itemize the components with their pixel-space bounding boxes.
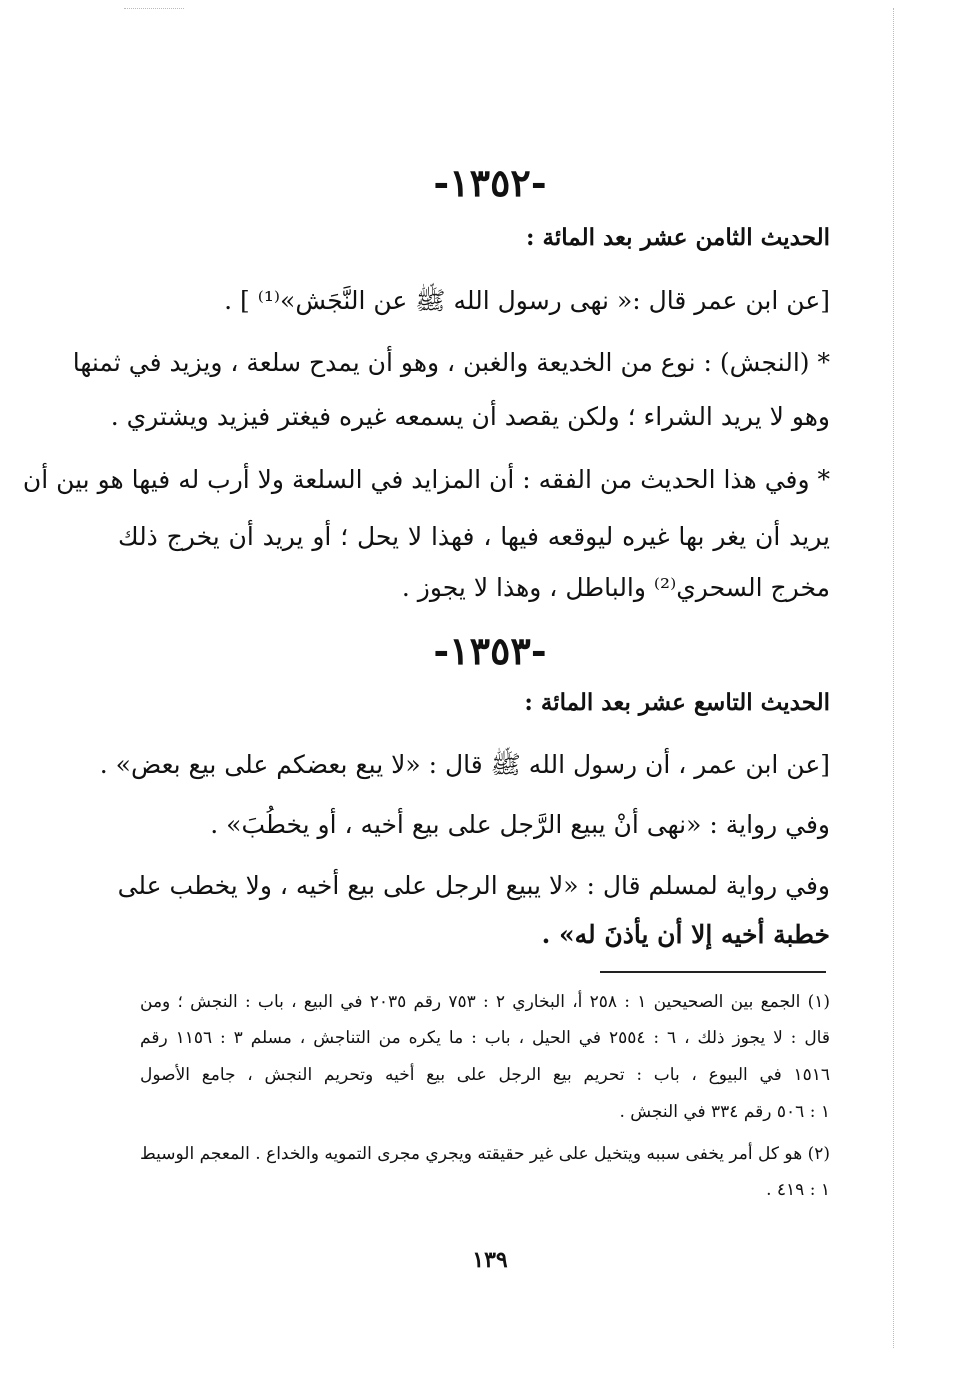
footnote-line: ١ : ٤١٩ . <box>766 1180 830 1200</box>
page-number: ١٣٩ <box>472 1247 508 1273</box>
footnote-separator <box>600 971 826 973</box>
hadith-text-line: وفي رواية لمسلم قال : «لا يبيع الرجل على بيع أخيه ، ولا يخطب على <box>117 871 830 900</box>
commentary-line: مخرج السحري⁽²⁾ والباطل ، وهذا لا يجوز . <box>401 573 830 602</box>
commentary-line: يريد أن يغر بها غيره ليوقعه فيها ، فهذا لا يحل ؛ أو يريد أن يخرج ذلك <box>118 522 830 551</box>
footnote-line: (١) الجمع بين الصحيحين ١ : ٢٥٨ أ، البخاري ٢ : ٧٥٣ رقم ٢٠٣٥ في البيع ، باب : النجش ؛ ومن <box>140 992 830 1012</box>
commentary-line: * وفي هذا الحديث من الفقه : أن المزايد في السلعة ولا أرب له فيها هو بين أن <box>22 465 830 494</box>
commentary-line: * (النجش) : نوع من الخديعة والغبن ، وهو أن يمدح سلعة ، ويزيد في ثمنها <box>72 348 830 377</box>
hadith-subtitle: الحديث التاسع عشر بعد المائة : <box>524 689 830 716</box>
hadith-number-heading: -١٣٥٢- <box>433 160 547 205</box>
footnote-line: ١ : ٥٠٦ رقم ٣٣٤ في النجش . <box>619 1102 830 1122</box>
footnote-line: ١٥١٦ في البيوع ، باب : تحريم بيع الرجل على بيع أخيه وتحريم النجش ، جامع الأصول <box>140 1065 830 1085</box>
margin-guide-top <box>124 8 184 9</box>
footnote-line: قال : لا يجوز ذلك ، ٦ : ٢٥٥٤ في الحيل ، باب : ما يكره من التناجش ، مسلم ٣ : ١١٥٦ رقم <box>140 1028 830 1048</box>
margin-guide <box>893 8 894 1348</box>
commentary-line: وهو لا يريد الشراء ؛ ولكن يقصد أن يسمعه غيره فيغتر فيزيد ويشتري . <box>110 402 830 431</box>
hadith-number-heading: -١٣٥٣- <box>433 628 547 673</box>
hadith-text-line: [عن ابن عمر قال :« نهى رسول الله ﷺ عن النَّجَش»⁽¹⁾ ] . <box>224 286 830 315</box>
hadith-text-line: خطبة أخيه إلا أن يأذنَ له» . <box>541 920 830 949</box>
hadith-subtitle: الحديث الثامن عشر بعد المائة : <box>526 224 830 251</box>
hadith-text-line: [عن ابن عمر ، أن رسول الله ﷺ قال : «لا يبع بعضكم على بيع بعض» . <box>99 750 830 779</box>
hadith-text-line: وفي رواية : «نهى أنْ يبيع الرَّجل على بيع أخيه ، أو يخطُبَ» . <box>210 810 830 839</box>
footnote-line: (٢) هو كل أمر يخفى سببه ويتخيل على غير حقيقته ويجري مجرى التمويه والخداع . المعجم الوسيط <box>140 1144 830 1164</box>
